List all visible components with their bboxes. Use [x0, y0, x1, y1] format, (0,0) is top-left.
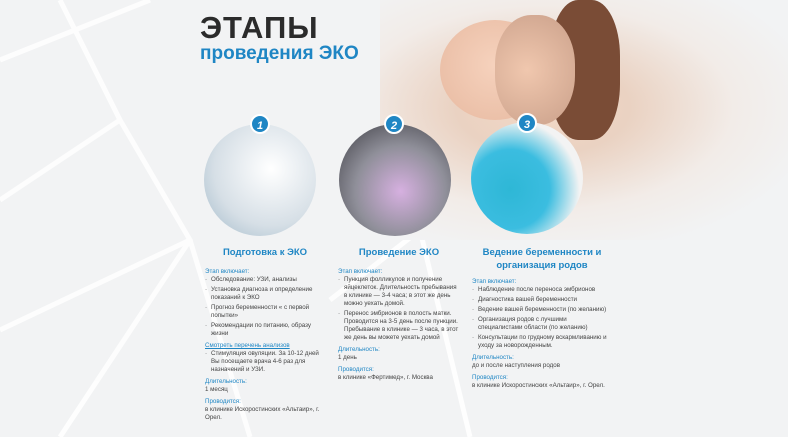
stage-1	[205, 246, 325, 422]
page-subtitle: проведения ЭКО	[200, 43, 359, 64]
analyses-list-link[interactable]: Смотреть перечень анализов	[205, 342, 290, 349]
duration-label: Длительность:	[472, 354, 514, 361]
list-item: · Организация родов с лучшими специалистами области (по желанию)	[472, 316, 612, 332]
stage-3	[472, 246, 612, 390]
list-item: · Стимуляция овуляции. За 10-12 дней Вы посещаете врача 4-6 раз для назначений и УЗИ.	[205, 350, 325, 374]
list-item: · Консультации по грудному вскармливанию и уходу за новорожденным.	[472, 334, 612, 350]
stage-3-photo	[471, 122, 583, 234]
stage-title: Подготовка к ЭКО	[222, 247, 308, 258]
list-item: · Перенос эмбрионов в полость матки. Проводится на 3-5 день после пункции. Пребывание в клинике — 3 часа, в этот же день вы можете уехать домой	[338, 310, 460, 342]
list-item: · Ведение вашей беременности (по желанию)	[472, 306, 612, 314]
stage-2	[338, 246, 460, 382]
place-label: Проводится:	[205, 398, 241, 405]
duration-value: до и после наступления родов	[472, 362, 560, 369]
duration-label: Длительность:	[338, 346, 380, 353]
list-item: · Установка диагноза и определение показаний к ЭКО	[205, 286, 325, 302]
includes-label: Этап включает:	[338, 268, 383, 275]
includes-label: Этап включает:	[472, 278, 517, 285]
stage-2-badge: 2	[384, 114, 404, 134]
includes-label: Этап включает:	[205, 268, 250, 275]
stage-title: Проведение ЭКО	[358, 247, 440, 258]
list-item: · Пункция фолликулов и получение яйцеклеток. Длительность пребывания в клинике — 3-4 часа; в этот же день можно уехать домой.	[338, 276, 460, 308]
stage-3-badge: 3	[517, 113, 537, 133]
duration-value: 1 день	[338, 354, 357, 361]
stage-1-photo	[204, 124, 316, 236]
place-label: Проводится:	[338, 366, 374, 373]
list-item: · Обследование: УЗИ, анализы	[205, 276, 325, 284]
duration-value: 1 месяц	[205, 386, 228, 393]
place-value: в клинике Искоростинских «Альтаир», г. Орел.	[205, 406, 320, 421]
list-item: · Наблюдение после переноса эмбрионов	[472, 286, 612, 294]
stage-2-photo	[339, 124, 451, 236]
list-item: · Рекомендации по питанию, образу жизни	[205, 322, 325, 338]
stage-title: Ведение беременности и организация родов	[482, 247, 602, 271]
stage-1-badge: 1	[250, 114, 270, 134]
place-value: в клинике Искоростинских «Альтаир», г. Орел.	[472, 382, 605, 389]
place-label: Проводится:	[472, 374, 508, 381]
list-item: · Прогноз беременности « с первой попытки»	[205, 304, 325, 320]
place-value: в клинике «Фертимед», г. Москва	[338, 374, 433, 381]
list-item: · Диагностика вашей беременности	[472, 296, 612, 304]
page-title: ЭТАПЫ	[200, 10, 319, 45]
duration-label: Длительность:	[205, 378, 247, 385]
